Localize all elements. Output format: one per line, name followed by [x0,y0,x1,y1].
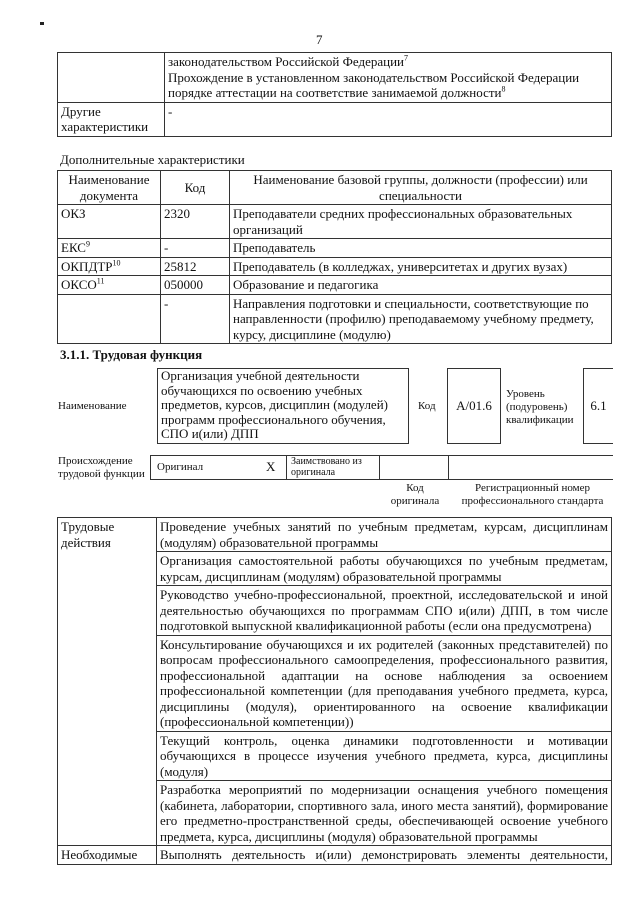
level-label: Уровень (подуровень) квалификации [506,388,574,426]
labor-action: Текущий контроль, оценка динамики подготовленности и мотивации обучающихся в процессе изучения учебного предмета, курса, дисциплины (модуля) [157,731,612,781]
origin-row [150,455,613,480]
table-row [58,257,612,276]
page-number: 7 [316,32,323,47]
header-cell: Наименование базовой группы, должности (профессии) или специальности [230,171,612,205]
table-row [58,276,612,295]
skills-text: Выполнять деятельность и(или) демонстрировать элементы деятельности, [157,846,612,865]
code-cell: - [161,294,230,344]
name-cell: Преподаватели средних профессиональных образовательных организаций [230,205,612,239]
name-label: Наименование [58,400,127,412]
code-cell: 25812 [161,257,230,276]
qualification-table [57,52,612,137]
name-cell: Преподаватель [230,239,612,258]
origin-label: Происхождение трудовой функции [58,455,145,480]
row-label: Необходимые [58,846,157,865]
doc-cell: ЕКС$^9$ [58,239,161,258]
labor-action: Разработка мероприятий по модернизации оснащения учебного помещения (кабинета, лаборатории, спортивного зала, иного места занятий), формирование его предметно-пространственной среды, обеспечивающей освоение учебного предмета, курса, дисциплины (модуля) образовательной программы [157,781,612,846]
original-mark: X [266,459,276,474]
orig-code-caption: Код оригинала [390,482,440,507]
scan-mark [40,22,44,25]
code-cell: 050000 [161,276,230,295]
code-label: Код [418,400,436,412]
function-code: A/01.6 [447,368,501,444]
table-row [58,205,612,239]
footnote-ref: 8 [501,84,506,94]
row-label: Другие характеристики [58,102,165,136]
doc-cell: ОКЗ [58,205,161,239]
footnote-ref: 7 [404,53,408,63]
row-value: - [165,102,612,136]
labor-action: Организация самостоятельной работы обучающихся по учебным предметам, курсам, дисциплинам (модулям) образовательной программы [157,552,612,586]
doc-cell: ОКПДТР$^{10}$ [58,257,161,276]
table-row [58,846,612,865]
requirement-line: законодательством Российской Федерации [168,54,404,69]
code-cell: 2320 [161,205,230,239]
name-cell: Образование и педагогика [230,276,612,295]
name-cell: Направления подготовки и специальности, соответствующие по направленности (профилю) преподаваемому учебному предмету, курсу, дисциплине (модулю) [230,294,612,344]
additional-table [57,170,612,344]
code-cell: - [161,239,230,258]
table-row [58,239,612,258]
header-cell: Наименование документа [58,171,161,205]
borrowed-label: Заимствовано из оригинала [291,456,362,478]
labor-action: Руководство учебно-профессиональной, проектной, исследовательской и иной деятельностью обучающихся по программам СПО и(или) ДПП, в том числе подготовкой выпускной квалификационной работы (если она предусмотрена) [157,586,612,636]
function-name: Организация учебной деятельности обучающихся по освоению учебных предметов, курсов, дисциплин (модулей) программ профессионального обучения, СПО и(или) ДПП [157,368,409,444]
requirement-line: Прохождение в установленном законодательством Российской Федерации порядке аттестации на соответствие занимаемой должности [168,69,580,100]
table-row [58,518,612,552]
original-label: Оригинал [157,461,204,473]
name-cell: Преподаватель (в колледжах, университетах и других вузах) [230,257,612,276]
function-level: 6.1 [583,368,613,444]
doc-cell [58,294,161,344]
table-row [58,294,612,344]
labor-action: Проведение учебных занятий по учебным предметам, курсам, дисциплинам (модулям) образовательной программы [157,518,612,552]
row-label: Трудовые действия [58,518,157,846]
function-heading: 3.1.1. Трудовая функция [60,347,203,362]
labor-actions-table [57,517,612,865]
reg-number-caption: Регистрационный номер профессионального стандарта [461,482,604,507]
doc-cell: ОКСО$^{11}$ [58,276,161,295]
labor-action: Консультирование обучающихся и их родителей (законных представителей) по вопросам профессионального самоопределения, профессионального развития, профессиональной адаптации на основе наблюдения за освоением профессиональной компетенции (для преподавания учебного предмета, курса, дисциплины (модуля), ориентированного на освоение квалификации (профессиональной компетенции)) [157,635,612,731]
section-title: Дополнительные характеристики [60,152,245,167]
header-cell: Код [161,171,230,205]
